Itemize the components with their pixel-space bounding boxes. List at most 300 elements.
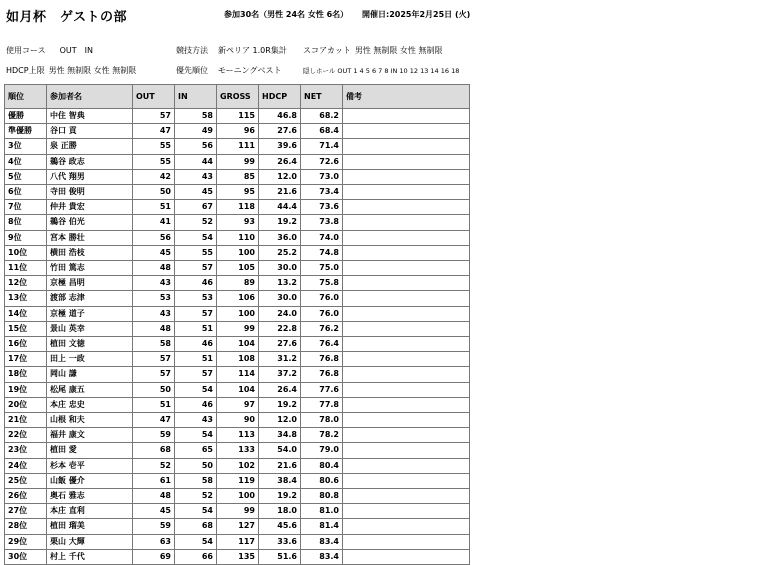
in-score-cell: 51 [175, 321, 217, 336]
gross-score-cell: 113 [217, 428, 259, 443]
table-row [5, 413, 470, 428]
net-score-cell: 76.8 [301, 352, 343, 367]
note-cell [343, 306, 470, 321]
name-cell: 奥石 雅志 [47, 489, 133, 504]
hdcp-cell: 19.2 [259, 215, 301, 230]
net-score-cell: 76.0 [301, 306, 343, 321]
name-cell: 山飯 優介 [47, 473, 133, 488]
rank-cell: 24位 [5, 458, 47, 473]
hdcp-cell: 51.6 [259, 549, 301, 564]
out-score-cell: 57 [133, 352, 175, 367]
rank-cell: 29位 [5, 534, 47, 549]
rank-cell: 9位 [5, 230, 47, 245]
note-cell [343, 428, 470, 443]
table-row [5, 428, 470, 443]
table-row [5, 534, 470, 549]
hidden-holes: 隠しホール OUT 1 4 5 6 7 8 IN 10 12 13 14 16 18 [303, 67, 460, 75]
out-score-cell: 47 [133, 413, 175, 428]
gross-score-cell: 100 [217, 306, 259, 321]
out-score-cell: 56 [133, 230, 175, 245]
out-score-cell: 50 [133, 382, 175, 397]
name-cell: 谷口 貢 [47, 124, 133, 139]
in-score-cell: 46 [175, 276, 217, 291]
results-body [5, 109, 470, 565]
name-cell: 栗山 大輝 [47, 534, 133, 549]
net-score-cell: 76.0 [301, 291, 343, 306]
out-score-cell: 69 [133, 549, 175, 564]
gross-score-cell: 108 [217, 352, 259, 367]
rank-cell: 18位 [5, 367, 47, 382]
table-row [5, 200, 470, 215]
table-row [5, 549, 470, 564]
table-row [5, 367, 470, 382]
name-cell: 植田 文徳 [47, 337, 133, 352]
hdcp-cell: 21.6 [259, 458, 301, 473]
out-score-cell: 45 [133, 245, 175, 260]
table-row [5, 473, 470, 488]
hdcp-cell: 21.6 [259, 185, 301, 200]
hdcp-cell: 19.2 [259, 489, 301, 504]
net-score-cell: 76.2 [301, 321, 343, 336]
in-score-cell: 58 [175, 473, 217, 488]
in-score-cell: 46 [175, 337, 217, 352]
method-setting [176, 45, 287, 56]
out-score-cell: 43 [133, 306, 175, 321]
net-score-cell: 81.0 [301, 504, 343, 519]
net-score-cell: 73.4 [301, 185, 343, 200]
name-cell: 山根 和夫 [47, 413, 133, 428]
col-in-header: IN [175, 85, 217, 109]
name-cell: 鵜谷 伯光 [47, 215, 133, 230]
in-score-cell: 57 [175, 306, 217, 321]
priority-value: モーニングベスト [218, 66, 282, 75]
in-score-cell: 51 [175, 352, 217, 367]
table-row [5, 321, 470, 336]
name-cell: 八代 翔男 [47, 169, 133, 184]
name-cell: 鵜谷 政志 [47, 154, 133, 169]
rank-cell: 10位 [5, 245, 47, 260]
note-cell [343, 321, 470, 336]
rank-cell: 13位 [5, 291, 47, 306]
scorecut-setting [303, 45, 442, 56]
note-cell [343, 109, 470, 124]
gross-score-cell: 95 [217, 185, 259, 200]
priority-label: 優先順位 [176, 66, 208, 75]
name-cell: 中住 智典 [47, 109, 133, 124]
hdcp-cell: 22.8 [259, 321, 301, 336]
name-cell: 本庄 忠史 [47, 397, 133, 412]
hdcp-cell: 44.4 [259, 200, 301, 215]
name-cell: 横田 浩枝 [47, 245, 133, 260]
note-cell [343, 352, 470, 367]
out-score-cell: 47 [133, 124, 175, 139]
table-row [5, 291, 470, 306]
gross-score-cell: 100 [217, 245, 259, 260]
hdcp-cell: 26.4 [259, 382, 301, 397]
hdcp-cell: 36.0 [259, 230, 301, 245]
in-score-cell: 49 [175, 124, 217, 139]
gross-score-cell: 104 [217, 382, 259, 397]
hdcp-cell: 19.2 [259, 397, 301, 412]
net-score-cell: 72.6 [301, 154, 343, 169]
net-score-cell: 74.8 [301, 245, 343, 260]
name-cell: 岡山 謙 [47, 367, 133, 382]
rank-cell: 28位 [5, 519, 47, 534]
col-rank-header: 順位 [5, 85, 47, 109]
col-out-header: OUT [133, 85, 175, 109]
hdcp-cell: 26.4 [259, 154, 301, 169]
in-score-cell: 53 [175, 291, 217, 306]
gross-score-cell: 99 [217, 321, 259, 336]
note-cell [343, 200, 470, 215]
net-score-cell: 78.2 [301, 428, 343, 443]
in-score-cell: 54 [175, 230, 217, 245]
net-score-cell: 81.4 [301, 519, 343, 534]
gross-score-cell: 106 [217, 291, 259, 306]
gross-score-cell: 104 [217, 337, 259, 352]
out-score-cell: 52 [133, 458, 175, 473]
rank-cell: 30位 [5, 549, 47, 564]
out-score-cell: 58 [133, 337, 175, 352]
net-score-cell: 80.6 [301, 473, 343, 488]
out-score-cell: 57 [133, 109, 175, 124]
net-score-cell: 74.0 [301, 230, 343, 245]
in-score-cell: 65 [175, 443, 217, 458]
note-cell [343, 215, 470, 230]
out-score-cell: 55 [133, 139, 175, 154]
net-score-cell: 80.4 [301, 458, 343, 473]
hdcp-cell: 46.8 [259, 109, 301, 124]
col-name-header: 参加者名 [47, 85, 133, 109]
table-row [5, 337, 470, 352]
hdcp-cell: 30.0 [259, 261, 301, 276]
note-cell [343, 458, 470, 473]
rank-cell: 準優勝 [5, 124, 47, 139]
table-row [5, 169, 470, 184]
table-row [5, 397, 470, 412]
rank-cell: 27位 [5, 504, 47, 519]
note-cell [343, 124, 470, 139]
hdcp-label: HDCP上限 [6, 66, 45, 75]
name-cell: 泉 正勝 [47, 139, 133, 154]
name-cell: 杉本 壱平 [47, 458, 133, 473]
table-row [5, 215, 470, 230]
net-score-cell: 73.6 [301, 200, 343, 215]
hdcp-cell: 18.0 [259, 504, 301, 519]
method-label: 競技方法 [176, 46, 208, 55]
hdcp-cell: 27.6 [259, 337, 301, 352]
out-score-cell: 42 [133, 169, 175, 184]
note-cell [343, 549, 470, 564]
name-cell: 植田 瑠美 [47, 519, 133, 534]
rank-cell: 12位 [5, 276, 47, 291]
out-score-cell: 41 [133, 215, 175, 230]
in-score-cell: 67 [175, 200, 217, 215]
hdcp-cell: 12.0 [259, 169, 301, 184]
in-score-cell: 54 [175, 382, 217, 397]
hdcp-cell: 39.6 [259, 139, 301, 154]
hdcp-cell: 31.2 [259, 352, 301, 367]
participant-count: 参加30名（男性 24名 女性 6名） [224, 10, 349, 19]
out-score-cell: 55 [133, 154, 175, 169]
gross-score-cell: 117 [217, 534, 259, 549]
table-row [5, 154, 470, 169]
table-row [5, 443, 470, 458]
gross-score-cell: 119 [217, 473, 259, 488]
scorecut-value: 男性 無制限 女性 無制限 [354, 46, 443, 55]
net-score-cell: 75.8 [301, 276, 343, 291]
note-cell [343, 185, 470, 200]
table-row [5, 489, 470, 504]
out-score-cell: 53 [133, 291, 175, 306]
results-table [4, 84, 470, 565]
in-score-cell: 44 [175, 154, 217, 169]
table-row [5, 276, 470, 291]
note-cell [343, 169, 470, 184]
hdcp-setting [6, 65, 136, 76]
hdcp-cell: 37.2 [259, 367, 301, 382]
net-score-cell: 80.8 [301, 489, 343, 504]
out-score-cell: 48 [133, 489, 175, 504]
gross-score-cell: 99 [217, 154, 259, 169]
note-cell [343, 443, 470, 458]
in-score-cell: 54 [175, 504, 217, 519]
note-cell [343, 291, 470, 306]
rank-cell: 7位 [5, 200, 47, 215]
rank-cell: 11位 [5, 261, 47, 276]
out-score-cell: 59 [133, 519, 175, 534]
net-score-cell: 68.4 [301, 124, 343, 139]
hdcp-cell: 13.2 [259, 276, 301, 291]
in-score-cell: 57 [175, 261, 217, 276]
hdcp-cell: 12.0 [259, 413, 301, 428]
note-cell [343, 367, 470, 382]
name-cell: 福井 康文 [47, 428, 133, 443]
table-header-row [5, 85, 470, 109]
hdcp-cell: 24.0 [259, 306, 301, 321]
name-cell: 竹田 篤志 [47, 261, 133, 276]
hdcp-cell: 38.4 [259, 473, 301, 488]
note-cell [343, 413, 470, 428]
name-cell: 松尾 康五 [47, 382, 133, 397]
gross-score-cell: 115 [217, 109, 259, 124]
name-cell: 寺田 俊明 [47, 185, 133, 200]
net-score-cell: 76.4 [301, 337, 343, 352]
gross-score-cell: 85 [217, 169, 259, 184]
rank-cell: 4位 [5, 154, 47, 169]
in-score-cell: 66 [175, 549, 217, 564]
rank-cell: 21位 [5, 413, 47, 428]
rank-cell: 6位 [5, 185, 47, 200]
out-score-cell: 48 [133, 261, 175, 276]
gross-score-cell: 105 [217, 261, 259, 276]
in-score-cell: 57 [175, 367, 217, 382]
in-score-cell: 58 [175, 109, 217, 124]
net-score-cell: 76.8 [301, 367, 343, 382]
gross-score-cell: 93 [217, 215, 259, 230]
note-cell [343, 397, 470, 412]
table-row [5, 352, 470, 367]
rank-cell: 16位 [5, 337, 47, 352]
note-cell [343, 230, 470, 245]
out-score-cell: 61 [133, 473, 175, 488]
net-score-cell: 75.0 [301, 261, 343, 276]
out-score-cell: 51 [133, 397, 175, 412]
rank-cell: 19位 [5, 382, 47, 397]
in-score-cell: 46 [175, 397, 217, 412]
name-cell: 渡部 志津 [47, 291, 133, 306]
table-row [5, 230, 470, 245]
priority-setting [176, 65, 282, 76]
net-score-cell: 77.6 [301, 382, 343, 397]
rank-cell: 15位 [5, 321, 47, 336]
name-cell: 京極 道子 [47, 306, 133, 321]
hdcp-cell: 33.6 [259, 534, 301, 549]
name-cell: 宮本 勝壮 [47, 230, 133, 245]
page-title: 如月杯 ゲストの部 [6, 10, 127, 25]
gross-score-cell: 133 [217, 443, 259, 458]
in-score-cell: 68 [175, 519, 217, 534]
note-cell [343, 473, 470, 488]
col-net-header: NET [301, 85, 343, 109]
hdcp-cell: 34.8 [259, 428, 301, 443]
rank-cell: 8位 [5, 215, 47, 230]
rank-cell: 23位 [5, 443, 47, 458]
rank-cell: 優勝 [5, 109, 47, 124]
table-row [5, 458, 470, 473]
rank-cell: 14位 [5, 306, 47, 321]
gross-score-cell: 100 [217, 489, 259, 504]
rank-cell: 20位 [5, 397, 47, 412]
event-date: 開催日:2025年2月25日 (火) [362, 10, 471, 19]
table-row [5, 109, 470, 124]
note-cell [343, 489, 470, 504]
rank-cell: 22位 [5, 428, 47, 443]
in-score-cell: 52 [175, 489, 217, 504]
table-row [5, 124, 470, 139]
out-score-cell: 59 [133, 428, 175, 443]
name-cell: 植田 愛 [47, 443, 133, 458]
in-score-cell: 56 [175, 139, 217, 154]
net-score-cell: 79.0 [301, 443, 343, 458]
net-score-cell: 73.0 [301, 169, 343, 184]
name-cell: 村上 千代 [47, 549, 133, 564]
in-score-cell: 45 [175, 185, 217, 200]
rank-cell: 26位 [5, 489, 47, 504]
net-score-cell: 71.4 [301, 139, 343, 154]
out-score-cell: 50 [133, 185, 175, 200]
in-score-cell: 52 [175, 215, 217, 230]
out-score-cell: 43 [133, 276, 175, 291]
rank-cell: 17位 [5, 352, 47, 367]
table-row [5, 306, 470, 321]
hdcp-value: 男性 無制限 女性 無制限 [48, 66, 137, 75]
table-row [5, 245, 470, 260]
in-score-cell: 43 [175, 169, 217, 184]
table-row [5, 382, 470, 397]
out-score-cell: 48 [133, 321, 175, 336]
note-cell [343, 154, 470, 169]
in-score-cell: 55 [175, 245, 217, 260]
out-score-cell: 68 [133, 443, 175, 458]
note-cell [343, 245, 470, 260]
in-score-cell: 54 [175, 534, 217, 549]
gross-score-cell: 90 [217, 413, 259, 428]
gross-score-cell: 99 [217, 504, 259, 519]
scorecut-label: スコアカット [303, 46, 351, 55]
table-row [5, 261, 470, 276]
table-row [5, 519, 470, 534]
table-row [5, 139, 470, 154]
rank-cell: 3位 [5, 139, 47, 154]
gross-score-cell: 118 [217, 200, 259, 215]
course-label: 使用コース [6, 46, 46, 55]
in-score-cell: 43 [175, 413, 217, 428]
note-cell [343, 382, 470, 397]
gross-score-cell: 96 [217, 124, 259, 139]
col-hdcp-header: HDCP [259, 85, 301, 109]
rank-cell: 5位 [5, 169, 47, 184]
in-score-cell: 54 [175, 428, 217, 443]
net-score-cell: 78.0 [301, 413, 343, 428]
name-cell: 田上 一政 [47, 352, 133, 367]
note-cell [343, 261, 470, 276]
in-score-cell: 50 [175, 458, 217, 473]
name-cell: 仲井 貴宏 [47, 200, 133, 215]
note-cell [343, 504, 470, 519]
out-score-cell: 45 [133, 504, 175, 519]
note-cell [343, 534, 470, 549]
net-score-cell: 68.2 [301, 109, 343, 124]
gross-score-cell: 102 [217, 458, 259, 473]
net-score-cell: 77.8 [301, 397, 343, 412]
net-score-cell: 83.4 [301, 549, 343, 564]
note-cell [343, 139, 470, 154]
note-cell [343, 276, 470, 291]
out-score-cell: 51 [133, 200, 175, 215]
net-score-cell: 83.4 [301, 534, 343, 549]
table-row [5, 185, 470, 200]
hdcp-cell: 45.6 [259, 519, 301, 534]
note-cell [343, 337, 470, 352]
name-cell: 景山 英幸 [47, 321, 133, 336]
net-score-cell: 73.8 [301, 215, 343, 230]
col-note-header: 備考 [343, 85, 470, 109]
name-cell: 京極 昌明 [47, 276, 133, 291]
col-gross-header: GROSS [217, 85, 259, 109]
out-score-cell: 57 [133, 367, 175, 382]
course-value: OUT IN [59, 46, 93, 55]
gross-score-cell: 127 [217, 519, 259, 534]
hdcp-cell: 27.6 [259, 124, 301, 139]
table-row [5, 504, 470, 519]
gross-score-cell: 111 [217, 139, 259, 154]
rank-cell: 25位 [5, 473, 47, 488]
note-cell [343, 519, 470, 534]
method-value: 新ペリア 1.0R集計 [218, 46, 287, 55]
hdcp-cell: 54.0 [259, 443, 301, 458]
course-setting [6, 45, 93, 56]
gross-score-cell: 114 [217, 367, 259, 382]
gross-score-cell: 89 [217, 276, 259, 291]
hdcp-cell: 30.0 [259, 291, 301, 306]
out-score-cell: 63 [133, 534, 175, 549]
gross-score-cell: 135 [217, 549, 259, 564]
hdcp-cell: 25.2 [259, 245, 301, 260]
gross-score-cell: 97 [217, 397, 259, 412]
name-cell: 本庄 直利 [47, 504, 133, 519]
gross-score-cell: 110 [217, 230, 259, 245]
